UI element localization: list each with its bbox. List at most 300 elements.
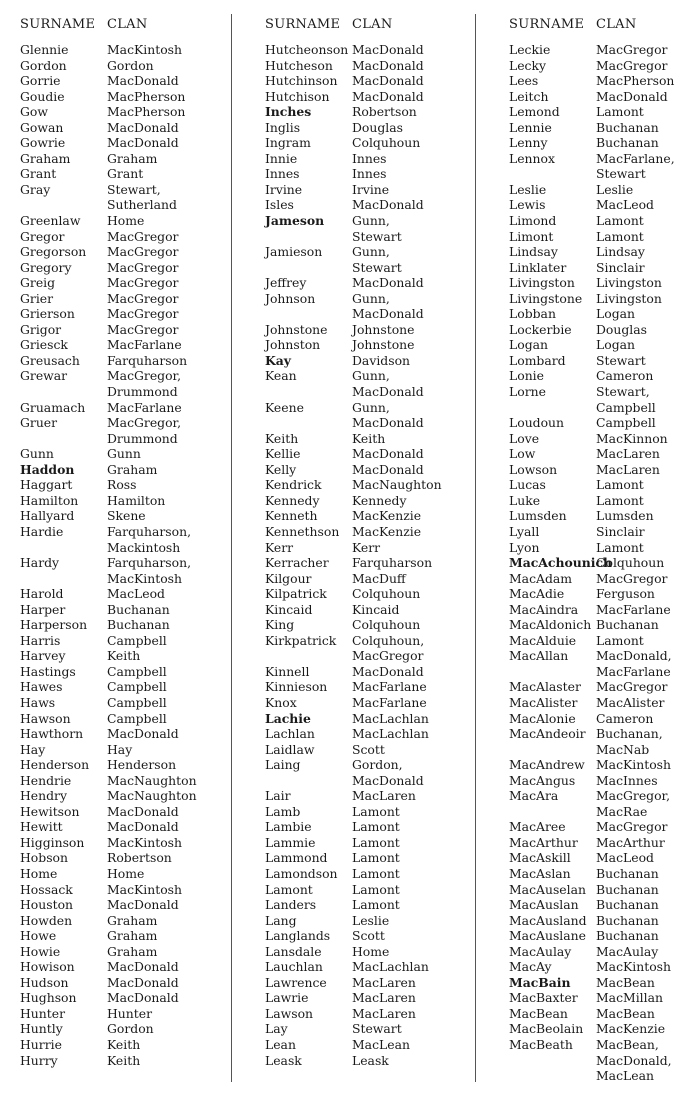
surname-cell: Gowan <box>20 119 64 135</box>
table-row <box>20 882 230 898</box>
table-row <box>509 773 699 789</box>
table-row <box>265 586 475 602</box>
table-row <box>509 711 699 727</box>
clan-cell: MacFarlane <box>107 337 182 353</box>
clan-cell: Campbell <box>107 710 167 726</box>
column-2-rows <box>265 42 475 1068</box>
table-row <box>265 322 475 338</box>
table-row <box>509 788 699 819</box>
surname-cell: MacAndrew <box>509 757 585 773</box>
table-row <box>20 73 230 89</box>
surname-cell: Gorrie <box>20 73 61 89</box>
clan-cell: MacBean <box>596 974 655 990</box>
clan-cell: Kerr <box>352 539 381 555</box>
surname-cell: Lecky <box>509 57 547 73</box>
surname-cell: Hawson <box>20 710 71 726</box>
surname-cell: Johnston <box>265 337 321 353</box>
table-row <box>509 586 699 602</box>
clan-cell: Graham <box>107 928 158 944</box>
clan-cell: Buchanan <box>596 135 659 151</box>
table-row <box>265 446 475 462</box>
table-row <box>265 602 475 618</box>
surname-cell: Loudoun <box>509 415 565 431</box>
table-row <box>509 244 699 260</box>
table-row <box>509 695 699 711</box>
table-row <box>20 742 230 758</box>
clan-cell: Lamont <box>596 228 644 244</box>
clan-cell: MacDonald <box>352 461 424 477</box>
table-row <box>20 695 230 711</box>
table-row <box>20 368 230 399</box>
table-row <box>265 679 475 695</box>
clan-cell: Graham <box>107 943 158 959</box>
table-row <box>509 104 699 120</box>
table-row <box>20 508 230 524</box>
clan-cell: Stewart <box>596 352 646 368</box>
clan-cell: Lamont <box>596 104 644 120</box>
clan-cell: MacFarlane <box>352 679 427 695</box>
clan-cell: Lamont <box>596 539 644 555</box>
surname-cell: Glennie <box>20 42 69 57</box>
surname-cell: Harvey <box>20 648 66 664</box>
table-row <box>265 540 475 556</box>
surname-cell: Hendry <box>20 788 67 804</box>
clan-cell: MacDonald <box>352 663 424 679</box>
clan-cell: Gunn, MacDonald <box>352 368 424 400</box>
table-row <box>20 524 230 555</box>
table-row <box>265 975 475 991</box>
table-row <box>265 866 475 882</box>
table-row <box>509 291 699 307</box>
table-row <box>265 1037 475 1053</box>
surname-cell: Lambie <box>265 819 312 835</box>
surname-cell: MacAree <box>509 819 566 835</box>
clan-cell: Hamilton <box>107 492 166 508</box>
clan-cell: Campbell <box>107 663 167 679</box>
table-row <box>20 804 230 820</box>
surname-cell: Haws <box>20 694 56 710</box>
surname-cell: MacAuselan <box>509 881 586 897</box>
surname-cell: Livingston <box>509 275 575 291</box>
surname-cell: Kelly <box>265 461 297 477</box>
surname-cell: Kirkpatrick <box>265 632 337 648</box>
surname-cell: MacAndeoir <box>509 726 586 742</box>
surname-cell: Haddon <box>20 461 75 477</box>
clan-cell: Livingston <box>596 275 662 291</box>
surname-cell: MacAllan <box>509 648 569 664</box>
table-row <box>20 166 230 182</box>
surname-cell: Johnstone <box>265 321 328 337</box>
table-row <box>265 788 475 804</box>
clan-cell: MacFarlane <box>352 694 427 710</box>
surname-cell: Gregorson <box>20 244 87 260</box>
surname-cell: Linklater <box>509 259 567 275</box>
surname-cell: Hughson <box>20 990 77 1006</box>
clan-cell: MacLeod <box>596 197 654 213</box>
table-row <box>265 42 475 58</box>
surname-cell: MacAdie <box>509 586 565 602</box>
surname-cell: Keene <box>265 399 304 415</box>
clan-cell: MacNaughton <box>107 772 197 788</box>
surname-cell: Howie <box>20 943 61 959</box>
table-row <box>20 726 230 742</box>
table-row <box>509 602 699 618</box>
surname-cell: MacAdam <box>509 570 573 586</box>
table-row <box>265 291 475 322</box>
surname-cell: Kendrick <box>265 477 322 493</box>
surname-cell: Hawthorn <box>20 726 84 742</box>
clan-cell: MacDonald <box>352 88 424 104</box>
clan-cell: Davidson <box>352 352 411 368</box>
table-row <box>20 1037 230 1053</box>
table-row <box>265 477 475 493</box>
clan-header: CLAN <box>107 17 148 32</box>
clan-cell: MacDonald <box>107 990 179 1006</box>
table-row <box>265 850 475 866</box>
surname-cell: Lachlan <box>265 726 315 742</box>
table-row <box>265 757 475 788</box>
table-row <box>509 928 699 944</box>
surname-cell: Laing <box>265 757 301 773</box>
surname-cell: Langlands <box>265 928 331 944</box>
clan-cell: Lamont <box>352 834 400 850</box>
surname-cell: Huntly <box>20 1021 63 1037</box>
surname-cell: Livingstone <box>509 290 583 306</box>
table-row <box>265 462 475 478</box>
surname-cell: MacAskill <box>509 850 571 866</box>
table-row <box>20 1053 230 1069</box>
table-row <box>20 602 230 618</box>
surname-cell: Lockerbie <box>509 321 572 337</box>
table-row <box>265 104 475 120</box>
clan-cell: Campbell <box>107 694 167 710</box>
table-row <box>509 213 699 229</box>
surname-cell: Greenlaw <box>20 213 81 229</box>
clan-cell: MacKenzie <box>352 508 422 524</box>
table-row <box>265 804 475 820</box>
surname-cell: Greig <box>20 275 56 291</box>
table-row <box>20 897 230 913</box>
surname-cell: Harperson <box>20 617 88 633</box>
clan-cell: Colquhoun, MacGregor <box>352 632 425 664</box>
clan-cell: Robertson <box>352 104 417 120</box>
clan-cell: MacDonald, MacFarlane <box>596 648 672 679</box>
clan-cell: Lamont <box>352 850 400 866</box>
table-row <box>265 928 475 944</box>
surname-cell: Kennedy <box>265 492 320 508</box>
table-row <box>509 617 699 633</box>
column-1-rows <box>20 42 230 1068</box>
clan-cell: Kennedy <box>352 492 407 508</box>
surname-cell: Gregor <box>20 228 65 244</box>
surname-cell: Kellie <box>265 446 301 462</box>
table-row <box>20 1021 230 1037</box>
table-row <box>509 633 699 649</box>
table-row <box>20 679 230 695</box>
clan-cell: Buchanan <box>107 601 170 617</box>
surname-cell: Lay <box>265 1021 288 1037</box>
table-row <box>265 135 475 151</box>
table-row <box>509 726 699 757</box>
clan-cell: MacKintosh <box>596 757 671 773</box>
table-row <box>509 135 699 151</box>
surname-cell: MacAusland <box>509 912 587 928</box>
clan-cell: Scott <box>352 928 385 944</box>
clan-cell: MacDonald <box>352 275 424 291</box>
surname-cell: Hewitt <box>20 819 63 835</box>
column-divider <box>231 14 232 1082</box>
clan-cell: Hunter <box>107 1005 153 1021</box>
surname-cell: Higginson <box>20 834 85 850</box>
table-row <box>265 726 475 742</box>
surname-cell: MacBain <box>509 974 571 990</box>
clan-cell: Sinclair <box>596 259 645 275</box>
surname-cell: MacAlaster <box>509 679 581 695</box>
table-row <box>20 322 230 338</box>
clan-cell: MacLean <box>352 1037 410 1052</box>
table-row <box>509 431 699 447</box>
surname-cell: Ingram <box>265 135 311 151</box>
clan-cell: Lamont <box>596 477 644 493</box>
table-row <box>509 260 699 276</box>
surname-cell: Houston <box>20 897 74 913</box>
surname-cell: MacAchounich <box>509 555 612 571</box>
table-row <box>509 1006 699 1022</box>
table-row <box>509 477 699 493</box>
table-row <box>20 493 230 509</box>
surname-cell: Kerr <box>265 539 294 555</box>
clan-cell: MacDonald <box>107 897 179 913</box>
table-row <box>20 835 230 851</box>
clan-cell: Colquhoun <box>352 617 421 633</box>
surname-cell: Keith <box>265 430 299 446</box>
clan-cell: MacKintosh <box>107 881 182 897</box>
table-row <box>509 975 699 991</box>
table-row <box>265 913 475 929</box>
table-row <box>20 586 230 602</box>
clan-cell: Buchanan <box>596 119 659 135</box>
surname-cell: Jamieson <box>265 244 323 260</box>
clan-cell: Lamont <box>352 865 400 881</box>
clan-cell: Johnstone <box>352 321 415 337</box>
clan-cell: MacFarlane <box>107 399 182 415</box>
clan-cell: Livingston <box>596 290 662 306</box>
clan-cell: MacDonald <box>596 88 668 104</box>
table-row <box>20 306 230 322</box>
surname-cell: Grigor <box>20 321 62 337</box>
clan-cell: MacGregor <box>596 42 668 57</box>
clan-cell: Gunn, MacDonald <box>352 290 424 322</box>
column-divider <box>475 14 476 1082</box>
column-1 <box>20 14 230 1068</box>
clan-cell: MacGregor, MacRae <box>596 788 671 819</box>
table-row <box>265 197 475 213</box>
surname-cell: Innie <box>265 150 298 166</box>
table-row <box>20 1006 230 1022</box>
clan-cell: Buchanan <box>596 897 659 913</box>
clan-cell: Logan <box>596 306 635 322</box>
surname-cell: Grant <box>20 166 57 182</box>
column-header <box>509 14 699 36</box>
surname-cell: Hossack <box>20 881 73 897</box>
table-row <box>20 555 230 586</box>
surname-cell: MacAy <box>509 959 552 975</box>
clan-cell: MacDuff <box>352 570 406 586</box>
table-row <box>265 400 475 431</box>
table-row <box>265 58 475 74</box>
surname-cell: Leask <box>265 1052 302 1068</box>
table-row <box>20 850 230 866</box>
table-row <box>20 866 230 882</box>
surname-cell: Kilpatrick <box>265 586 327 602</box>
surname-cell: Laidlaw <box>265 741 315 757</box>
surname-cell: MacAuslan <box>509 897 579 913</box>
surname-cell: Grierson <box>20 306 75 322</box>
clan-cell: Ferguson <box>596 586 655 602</box>
clan-cell: Leslie <box>352 912 390 928</box>
clan-cell: Lamont <box>596 213 644 229</box>
table-row <box>20 135 230 151</box>
table-row <box>509 446 699 462</box>
table-row <box>20 477 230 493</box>
surname-cell: Logan <box>509 337 548 353</box>
clan-cell: MacGregor <box>107 306 179 322</box>
table-row <box>265 990 475 1006</box>
surname-cell: Lamont <box>265 881 313 897</box>
table-row <box>20 757 230 773</box>
table-row <box>509 275 699 291</box>
clan-cell: Buchanan <box>596 617 659 633</box>
clan-cell: MacLachlan <box>352 710 429 726</box>
surname-cell: Lawson <box>265 1005 314 1021</box>
clan-cell: MacArthur <box>596 834 665 850</box>
surname-cell: Lansdale <box>265 943 322 959</box>
table-row <box>20 89 230 105</box>
column-2 <box>265 14 475 1068</box>
clan-cell: Campbell <box>107 679 167 695</box>
clan-cell: Leslie <box>596 181 634 197</box>
surname-cell: MacBeolain <box>509 1021 584 1037</box>
table-row <box>509 540 699 556</box>
clan-cell: Farquharson <box>352 555 433 571</box>
surname-cell: Gregory <box>20 259 72 275</box>
clan-cell: Logan <box>596 337 635 353</box>
clan-cell: Home <box>352 943 390 959</box>
surname-cell: MacBeath <box>509 1037 573 1052</box>
surname-cell: MacBean <box>509 1005 568 1021</box>
clan-cell: Cameron <box>596 710 654 726</box>
table-row <box>509 493 699 509</box>
surname-header: SURNAME <box>265 17 341 32</box>
table-row <box>265 695 475 711</box>
table-row <box>265 819 475 835</box>
table-row <box>509 866 699 882</box>
table-row <box>20 928 230 944</box>
surname-cell: Gruer <box>20 415 58 431</box>
clan-cell: MacGregor <box>596 679 668 695</box>
clan-cell: Farquharson, Mackintosh <box>107 523 192 555</box>
clan-cell: MacGregor <box>107 321 179 337</box>
table-row <box>509 337 699 353</box>
clan-cell: Skene <box>107 508 146 524</box>
clan-cell: MacFarlane, Stewart <box>596 150 675 182</box>
clan-cell: Lamont <box>596 632 644 648</box>
clan-cell: Gordon <box>107 1021 154 1037</box>
clan-cell: MacKenzie <box>352 523 422 539</box>
clan-cell: MacLaren <box>596 461 660 477</box>
table-row <box>265 944 475 960</box>
surname-cell: Lucas <box>509 477 546 493</box>
table-row <box>265 742 475 758</box>
surname-cell: MacAlister <box>509 694 578 710</box>
clan-cell: Cameron <box>596 368 654 384</box>
table-row <box>265 493 475 509</box>
surname-cell: Jameson <box>265 213 325 229</box>
clan-cell: Gordon <box>107 57 154 73</box>
table-row <box>265 89 475 105</box>
table-row <box>265 617 475 633</box>
surname-cell: Kilgour <box>265 570 312 586</box>
surname-cell: Irvine <box>265 181 303 197</box>
clan-cell: MacLaren <box>352 990 416 1006</box>
table-row <box>20 104 230 120</box>
table-row <box>20 462 230 478</box>
table-row <box>20 229 230 245</box>
clan-cell: MacDonald <box>352 57 424 73</box>
table-row <box>509 89 699 105</box>
column-header <box>265 14 475 36</box>
clan-cell: Buchanan <box>596 881 659 897</box>
surname-cell: Leckie <box>509 42 551 57</box>
table-row <box>509 1021 699 1037</box>
table-row <box>509 850 699 866</box>
surname-cell: Gow <box>20 104 48 120</box>
table-row <box>265 664 475 680</box>
clan-cell: MacPherson <box>596 73 675 89</box>
surname-cell: MacAuslane <box>509 928 586 944</box>
table-row <box>265 213 475 244</box>
surname-cell: Lamondson <box>265 865 338 881</box>
table-row <box>509 368 699 384</box>
table-row <box>509 571 699 587</box>
surname-cell: Grier <box>20 290 54 306</box>
surname-cell: Hallyard <box>20 508 75 524</box>
surname-cell: Home <box>20 865 58 881</box>
surname-cell: Lindsay <box>509 244 558 260</box>
table-row <box>20 959 230 975</box>
table-row <box>265 571 475 587</box>
table-row <box>509 151 699 182</box>
table-row <box>265 73 475 89</box>
surname-cell: Kinnieson <box>265 679 328 695</box>
table-row <box>509 959 699 975</box>
clan-cell: MacGregor, Drummond <box>107 415 182 446</box>
surname-cell: Lorne <box>509 384 546 400</box>
clan-cell: Home <box>107 213 145 229</box>
table-row <box>509 182 699 198</box>
table-row <box>20 446 230 462</box>
surname-cell: Hurrie <box>20 1037 62 1052</box>
clan-cell: MacGregor <box>596 819 668 835</box>
surname-cell: Jeffrey <box>265 275 307 291</box>
table-row <box>509 73 699 89</box>
surname-cell: Lennie <box>509 119 552 135</box>
clan-cell: Buchanan <box>596 912 659 928</box>
clan-cell: Home <box>107 865 145 881</box>
column-header <box>20 14 230 36</box>
surname-cell: Harper <box>20 601 66 617</box>
clan-cell: Farquharson, MacKintosh <box>107 555 192 586</box>
